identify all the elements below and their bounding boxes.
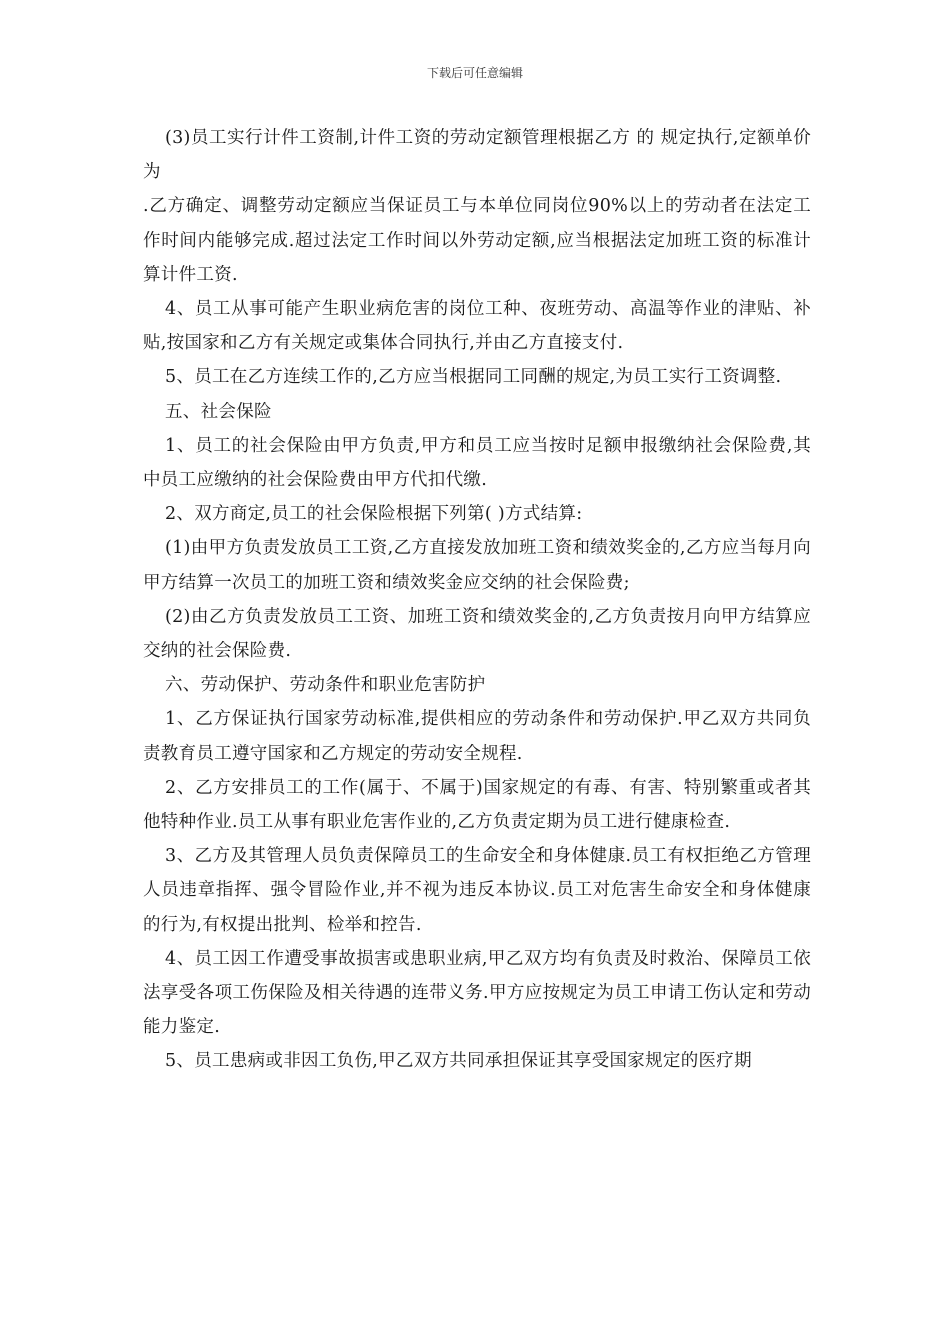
section-heading: 六、劳动保护、劳动条件和职业危害防护: [165, 675, 486, 696]
page-header: 下载后可任意编辑: [426, 66, 523, 80]
document-body: [143, 121, 811, 1079]
paragraph: .乙方确定、调整劳动定额应当保证员工与本单位同岗位90%以上的劳动者在法定工作时间内能够完成.超过法定工作时间以外劳动定额,应当根据法定加班工资的标准计算计件工资.: [143, 196, 811, 285]
paragraph: 5、员工在乙方连续工作的,乙方应当根据同工同酬的规定,为员工实行工资调整.: [165, 367, 782, 388]
paragraph: (3)员工实行计件工资制,计件工资的劳动定额管理根据乙方 的 规定执行,定额单价为: [143, 128, 811, 183]
section-heading: 五、社会保险: [165, 401, 272, 422]
paragraph: (1)由甲方负责发放员工工资,乙方直接发放加班工资和绩效奖金的,乙方应当每月向甲方结算一次员工的加班工资和绩效奖金应交纳的社会保险费;: [143, 538, 811, 593]
paragraph: 2、乙方安排员工的工作(属于、不属于)国家规定的有毒、有害、特别繁重或者其他特种作业.员工从事有职业危害作业的,乙方负责定期为员工进行健康检查.: [143, 777, 811, 833]
paragraph: 2、双方商定,员工的社会保险根据下列第( )方式结算:: [165, 504, 583, 525]
paragraph: 1、员工的社会保险由甲方负责,甲方和员工应当按时足额申报缴纳社会保险费,其中员工应缴纳的社会保险费由甲方代扣代缴.: [143, 435, 811, 491]
paragraph: 5、员工患病或非因工负伤,甲乙双方共同承担保证其享受国家规定的医疗期: [165, 1051, 752, 1072]
paragraph: (2)由乙方负责发放员工工资、加班工资和绩效奖金的,乙方负责按月向甲方结算应交纳的社会保险费.: [143, 606, 811, 662]
paragraph: 4、员工从事可能产生职业病危害的岗位工种、夜班劳动、高温等作业的津贴、补贴,按国家和乙方有关规定或集体合同执行,并由乙方直接支付.: [143, 299, 811, 354]
paragraph: 4、员工因工作遭受事故损害或患职业病,甲乙双方均有负责及时救治、保障员工依法享受各项工伤保险及相关待遇的连带义务.甲方应按规定为员工申请工伤认定和劳动能力鉴定.: [143, 948, 811, 1038]
paragraph: 3、乙方及其管理人员负责保障员工的生命安全和身体健康.员工有权拒绝乙方管理人员违章指挥、强令冒险作业,并不视为违反本协议.员工对危害生命安全和身体健康的行为,有权提出批判、检举和控告.: [143, 846, 811, 935]
paragraph: 1、乙方保证执行国家劳动标准,提供相应的劳动条件和劳动保护.甲乙双方共同负责教育员工遵守国家和乙方规定的劳动安全规程.: [143, 709, 811, 764]
